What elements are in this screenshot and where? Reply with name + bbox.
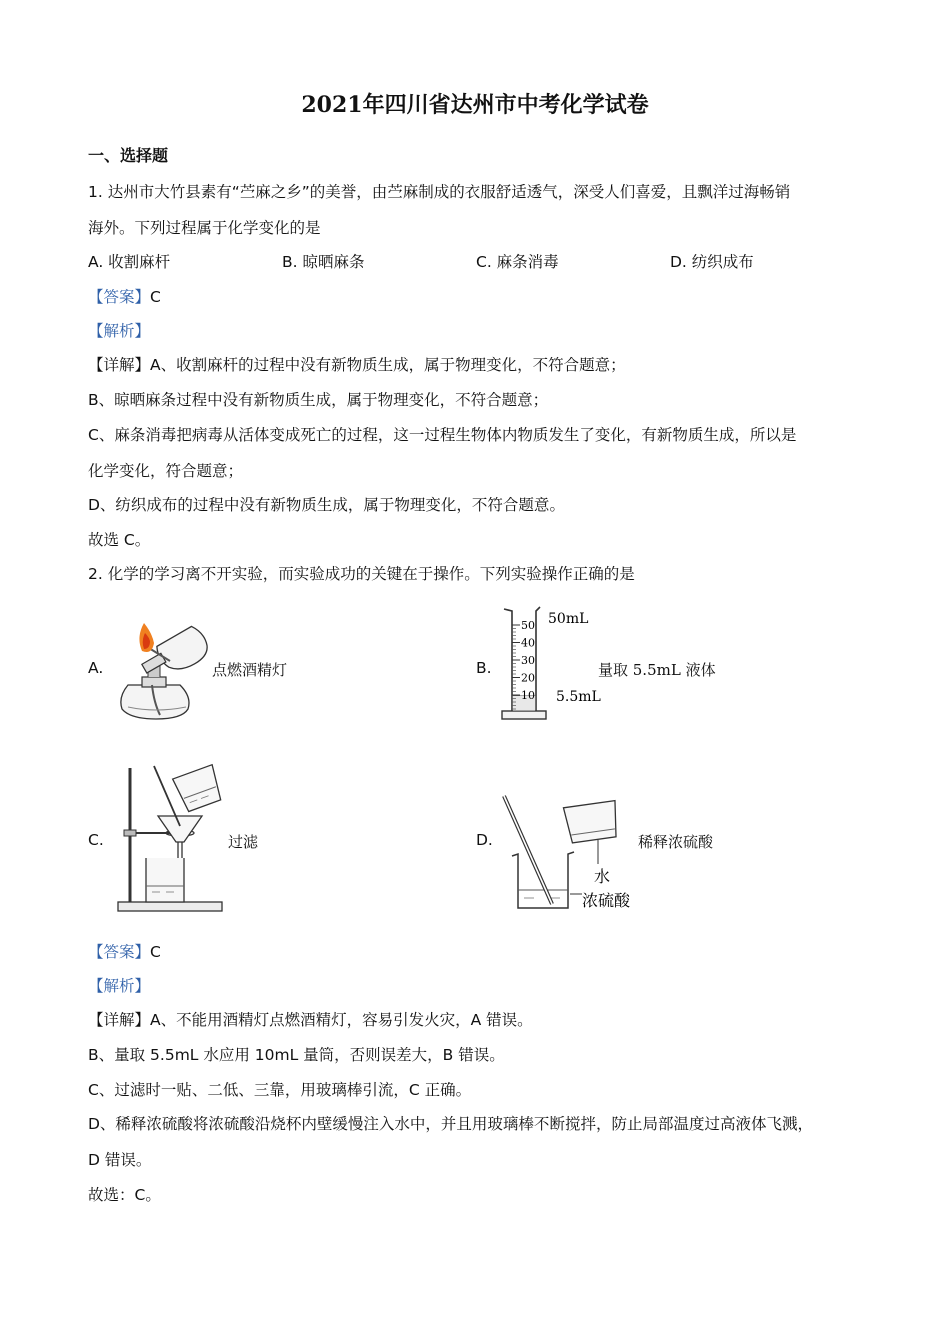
q2-option-d-caption: 稀释浓硫酸 [638,833,714,851]
q1-option-b: B. 晾晒麻条 [282,253,365,271]
page-title: 2021年四川省达州市中考化学试卷 [301,92,649,118]
q2-detail-line: 【详解】A、不能用酒精灯点燃酒精灯，容易引发火灾，A 错误。 [88,1011,533,1029]
q2-option-b-caption: 量取 5.5mL 液体 [598,661,716,679]
q1-option-c: C. 麻条消毒 [476,253,559,271]
q2-analysis-label: 【解析】 [88,977,151,995]
alcohol-lamp-figure [108,615,208,723]
cylinder-tick-label: 20 [521,671,535,685]
q2-stem: 2. 化学的学习离不开实验，而实验成功的关键在于操作。下列实验操作正确的是 [88,565,635,583]
q1-option-d: D. 纺织成布 [670,253,754,271]
q2-option-c-letter: C. [88,831,104,849]
q1-stem-line2: 海外。下列过程属于化学变化的是 [88,219,321,237]
label-water: 水 [594,867,611,886]
section-heading: 一、选择题 [88,146,169,165]
dilution-figure [498,794,638,914]
q1-analysis-label: 【解析】 [88,322,151,340]
q2-answer-value: C [150,943,161,961]
q1-stem-line1: 1. 达州市大竹县素有“苎麻之乡”的美誉，由苎麻制成的衣服舒适透气，深受人们喜爱，且飘洋过海畅销 [88,183,791,201]
cylinder-reading-label: 5.5mL [556,689,601,705]
q2-option-a-caption: 点燃酒精灯 [212,661,288,679]
label-concentrated-acid: 浓硫酸 [582,891,631,910]
q1-detail-line: 化学变化，符合题意； [88,462,244,480]
measuring-cylinder-figure [498,603,601,723]
cylinder-tick-label: 50 [521,619,535,632]
q2-detail-line: B、量取 5.5mL 水应用 10mL 量筒，否则误差大，B 错误。 [88,1046,505,1064]
cylinder-tick-label: 30 [521,654,535,667]
filtration-figure [114,762,226,914]
q1-detail-line: C、麻条消毒把病毒从活体变成死亡的过程，这一过程生物体内物质发生了变化，有新物质生成，所以是 [88,426,797,444]
q1-answer-label: 【答案】 [88,288,151,306]
q1-detail-line: 故选 C。 [88,531,151,549]
q2-option-d-letter: D. [476,831,493,849]
q2-option-a-letter: A. [88,659,104,677]
cylinder-capacity-label: 50mL [548,611,589,627]
q1-answer [88,285,161,307]
cylinder-tick-label: 40 [521,636,535,650]
cylinder-ticks [512,619,535,709]
q1-detail-line: 【详解】A、收割麻杆的过程中没有新物质生成，属于物理变化，不符合题意； [88,356,626,374]
cylinder-tick-label: 10 [521,689,535,702]
q2-detail-line: C、过滤时一贴、二低、三靠，用玻璃棒引流，C 正确。 [88,1081,472,1099]
q1-answer-value: C [150,288,161,306]
q2-detail-line: 故选：C。 [88,1186,161,1204]
q2-detail-line: D、稀释浓硫酸将浓硫酸沿烧杯内壁缓慢注入水中，并且用玻璃棒不断搅拌，防止局部温度过高液体飞溅， [88,1115,813,1133]
q2-answer-label: 【答案】 [88,943,151,961]
q2-option-b-letter: B. [476,659,492,677]
q2-option-c-caption: 过滤 [228,833,259,851]
q2-detail-line: D 错误。 [88,1151,152,1169]
q1-detail-line: B、晾晒麻条过程中没有新物质生成，属于物理变化，不符合题意； [88,391,549,409]
q1-detail-line: D、纺织成布的过程中没有新物质生成，属于物理变化，不符合题意。 [88,496,565,514]
q2-answer [88,940,161,962]
q1-option-a: A. 收割麻杆 [88,253,171,271]
